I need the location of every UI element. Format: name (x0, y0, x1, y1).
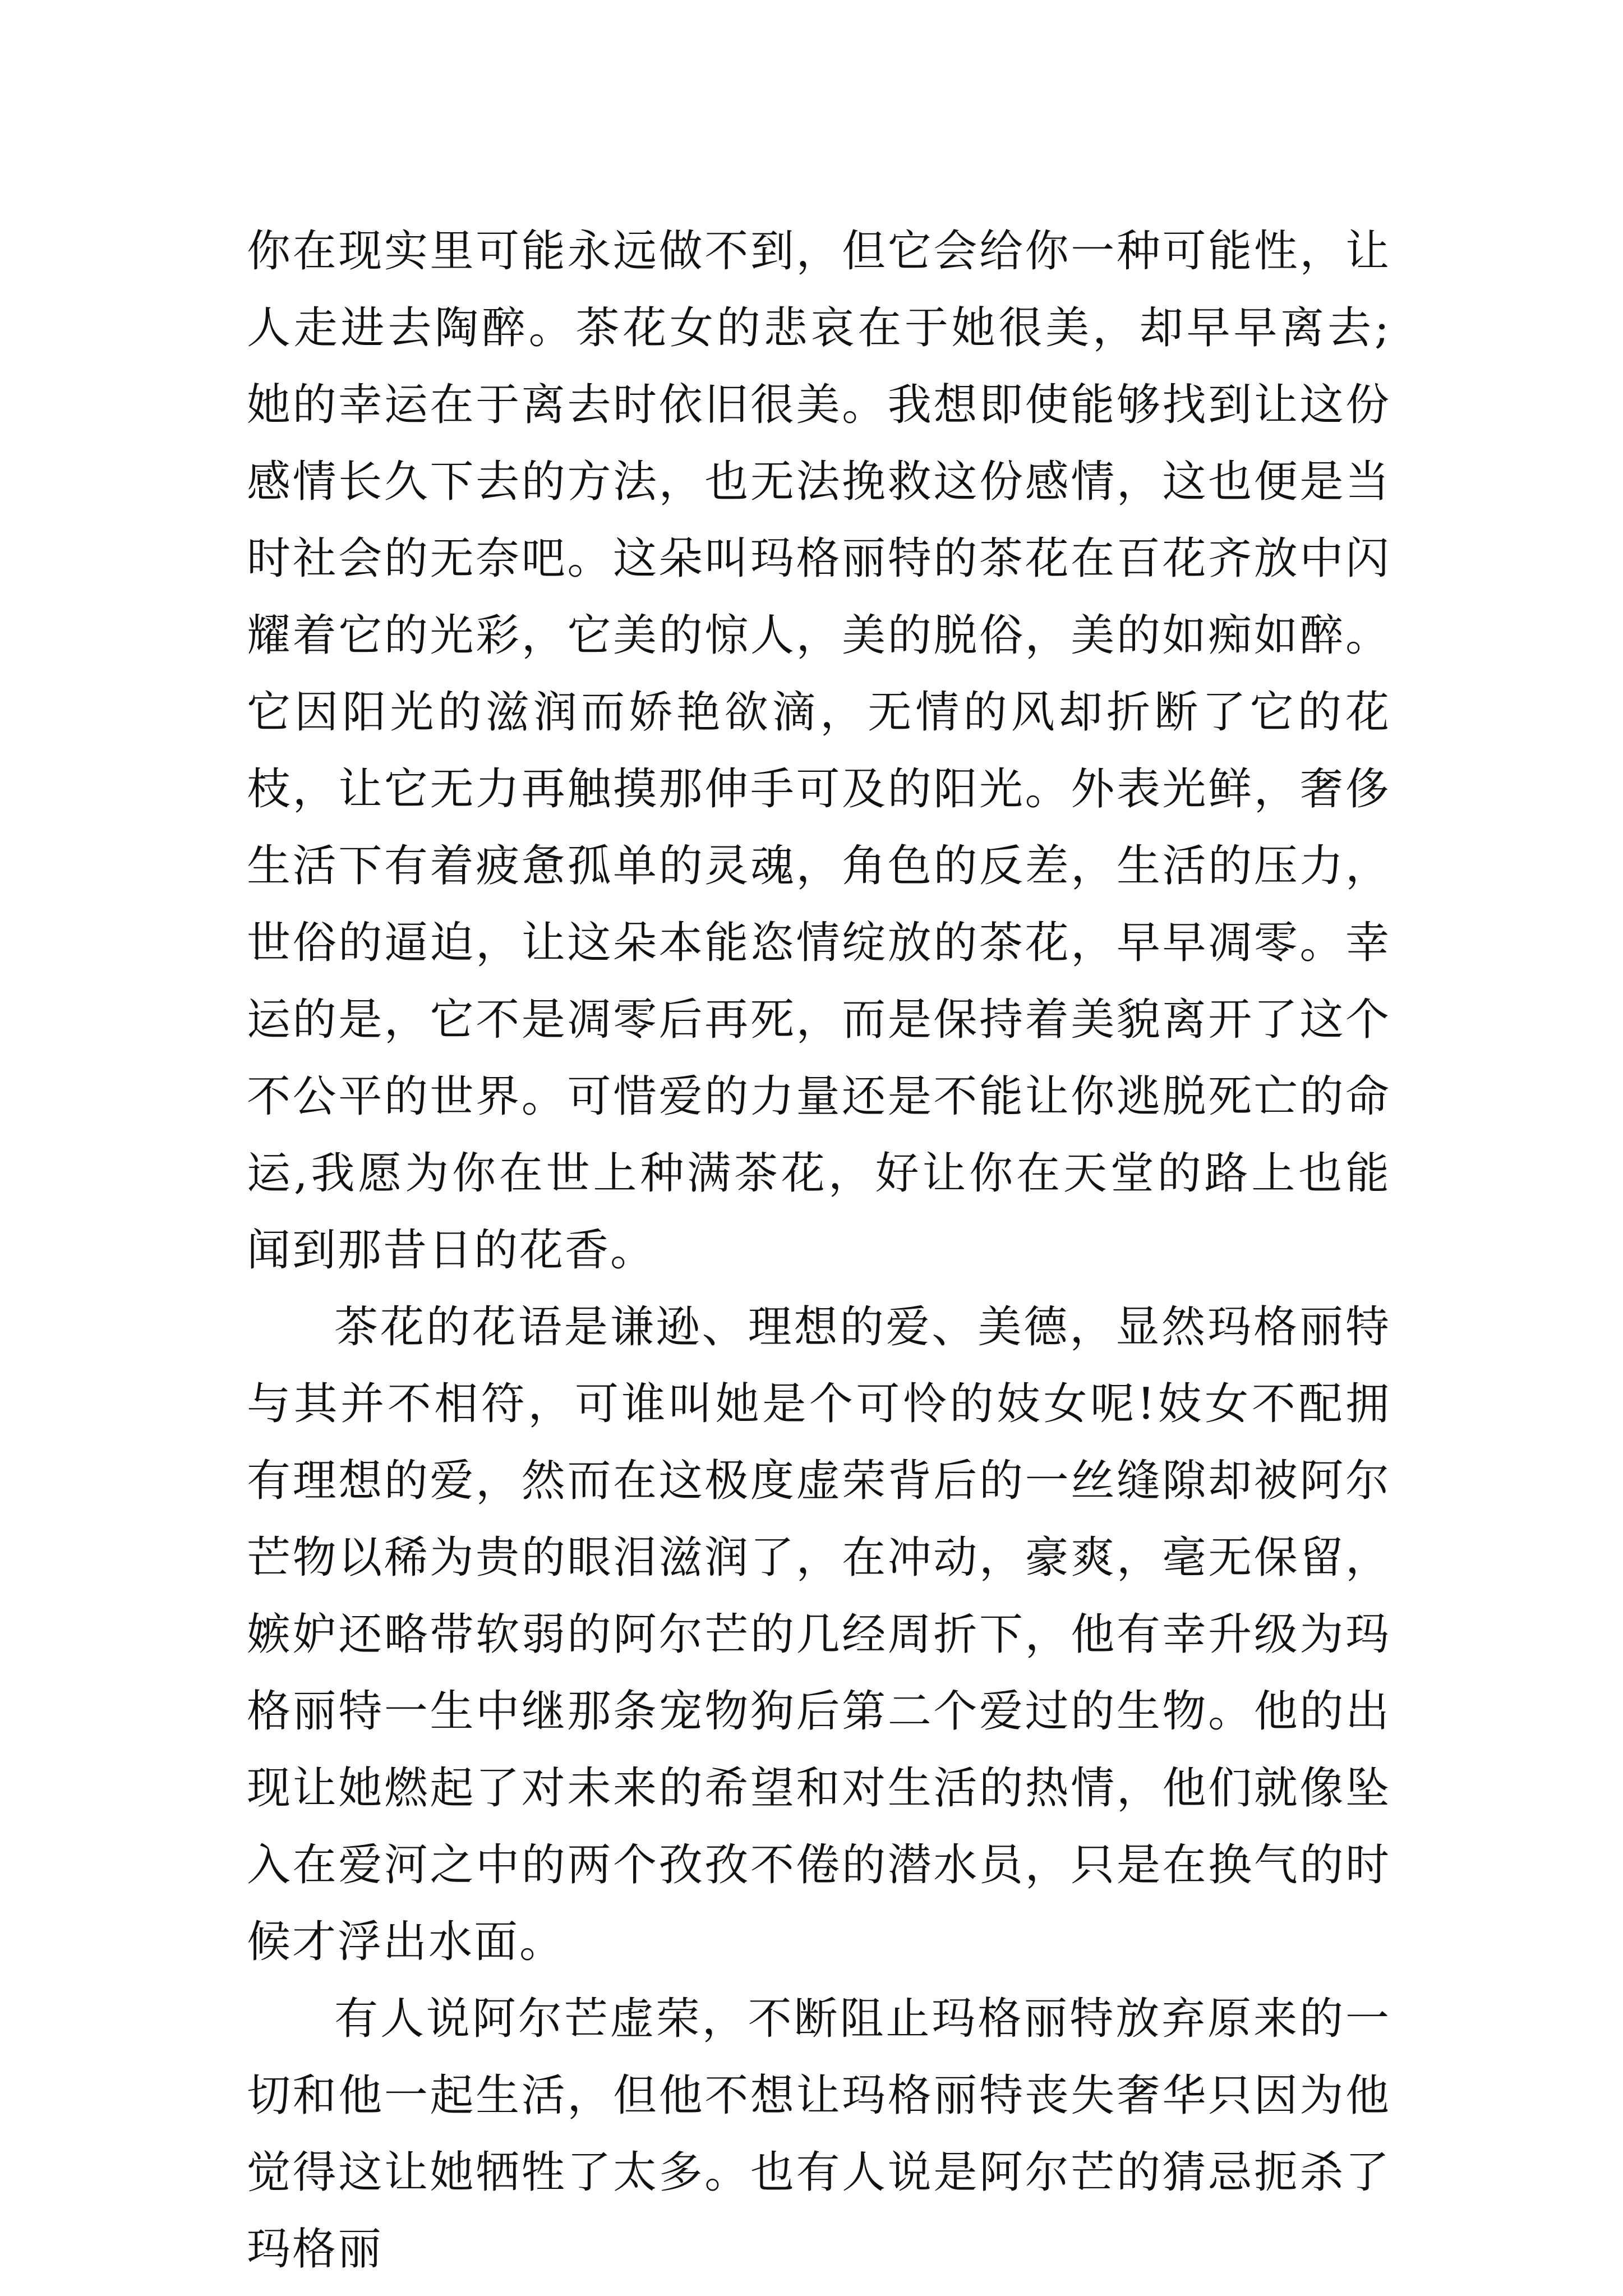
paragraph-3: 有人说阿尔芒虚荣，不断阻止玛格丽特放弃原来的一切和他一起生活，但他不想让玛格丽特丧失奢华只因为他觉得这让她牺牲了太多。也有人说是阿尔芒的猜忌扼杀了玛格丽 (247, 1994, 1391, 2275)
paragraph-1: 你在现实里可能永远做不到，但它会给你一种可能性，让人走进去陶醉。茶花女的悲哀在于她很美，却早早离去;她的幸运在于离去时依旧很美。我想即使能够找到让这份感情长久下去的方法，也无法挽救这份感情，这也便是当时社会的无奈吧。这朵叫玛格丽特的茶花在百花齐放中闪耀着它的光彩，它美的惊人，美的脱俗，美的如痴如醉。它因阳光的滋润而娇艳欲滴，无情的风却折断了它的花枝，让它无力再触摸那伸手可及的阳光。外表光鲜，奢侈生活下有着疲惫孤单的灵魂，角色的反差，生活的压力，世俗的逼迫，让这朵本能恣情绽放的茶花，早早凋零。幸运的是，它不是凋零后再死，而是保持着美貌离开了这个不公平的世界。可惜爱的力量还是不能让你逃脱死亡的命运,我愿为你在世上种满茶花，好让你在天堂的路上也能闻到那昔日的花香。 (247, 226, 1391, 1276)
body-text (247, 213, 1391, 2288)
paragraph-2: 茶花的花语是谦逊、理想的爱、美德，显然玛格丽特与其并不相符，可谁叫她是个可怜的妓女呢!妓女不配拥有理想的爱，然而在这极度虚荣背后的一丝缝隙却被阿尔芒物以稀为贵的眼泪滋润了，在冲动，豪爽，毫无保留，嫉妒还略带软弱的阿尔芒的几经周折下，他有幸升级为玛格丽特一生中继那条宠物狗后第二个爱过的生物。他的出现让她燃起了对未来的希望和对生活的热情，他们就像坠入在爱河之中的两个孜孜不倦的潜水员，只是在换气的时候才浮出水面。 (247, 1302, 1391, 1967)
